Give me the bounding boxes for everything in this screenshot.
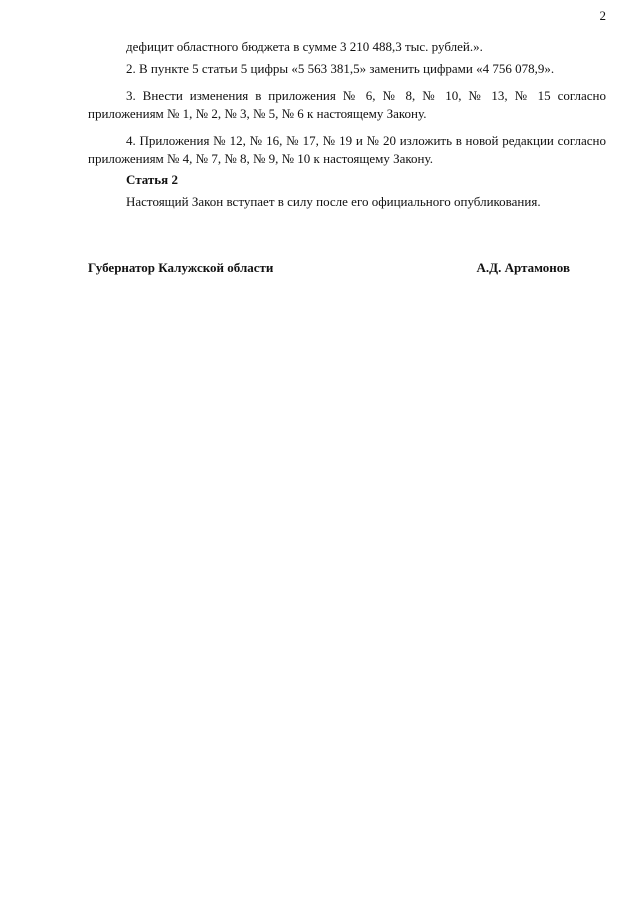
document-body (88, 38, 606, 212)
paragraph-item-4: 4. Приложения № 12, № 16, № 17, № 19 и № 20 изложить в новой редакции согласно приложениям № 4, № 7, № 8, № 9, № 10 к настоящему Закону. (88, 133, 606, 166)
signatory-title: Губернатор Калужской области (88, 260, 274, 275)
article-2-heading: Статья 2 (126, 172, 178, 187)
signatory-name: А.Д. Артамонов (476, 260, 570, 275)
paragraph-item-2: 2. В пункте 5 статьи 5 цифры «5 563 381,5» заменить цифрами «4 756 078,9». (126, 60, 555, 76)
article-2-text: Настоящий Закон вступает в силу после его официального опубликования. (126, 193, 541, 209)
page-number: 2 (599, 8, 606, 23)
paragraph-item-3: 3. Внести изменения в приложения № 6, № 8, № 10, № 13, № 15 согласно приложениям № 1, № 2, № 3, № 5, № 6 к настоящему Закону. (88, 88, 606, 121)
signature-block (88, 260, 570, 276)
paragraph-budget-deficit: дефицит областного бюджета в сумме 3 210 488,3 тыс. рублей.». (126, 39, 483, 54)
